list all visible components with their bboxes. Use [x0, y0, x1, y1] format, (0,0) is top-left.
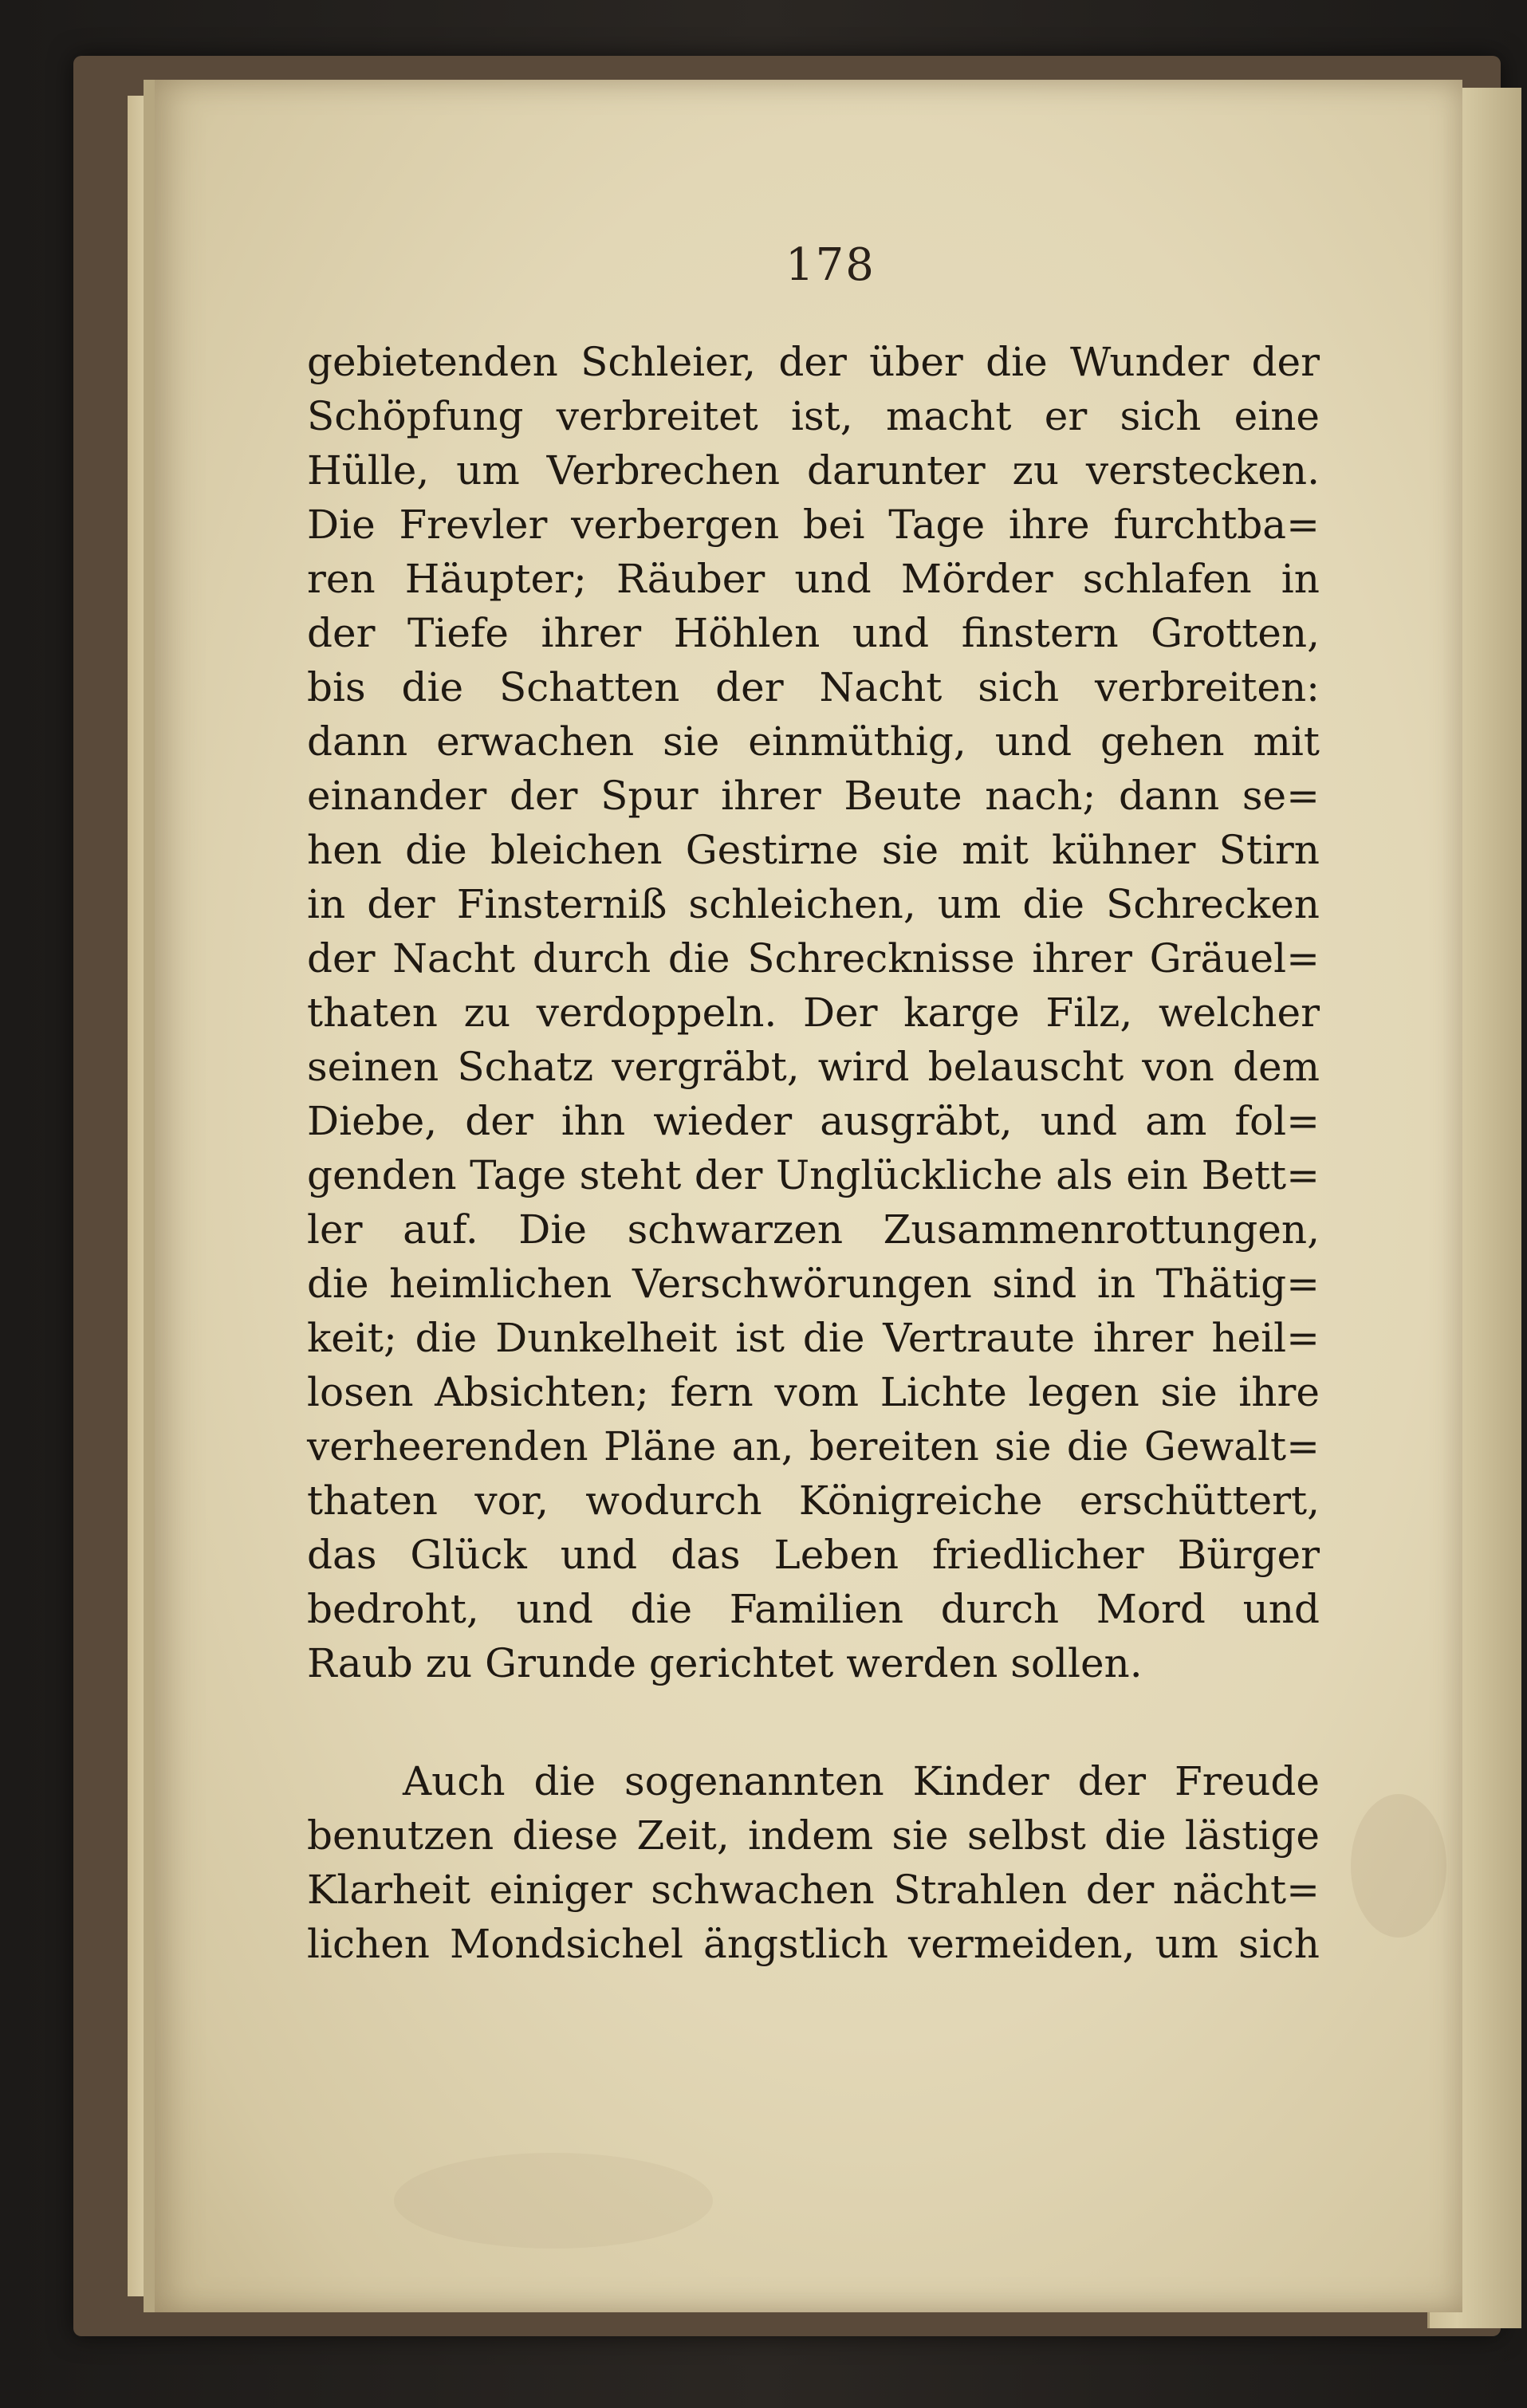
- page-stain: [394, 2153, 713, 2249]
- text-line: verheerenden Pläne an, bereiten sie die Gewalt=: [307, 1423, 1320, 1470]
- text-line: bis die Schatten der Nacht sich verbreiten:: [307, 664, 1320, 710]
- text-line: lichen Mondsichel ängstlich vermeiden, um sich: [307, 1921, 1320, 1967]
- text-line: bedroht, und die Familien durch Mord und: [307, 1586, 1320, 1632]
- text-line: benutzen diese Zeit, indem sie selbst die lästige: [307, 1812, 1320, 1859]
- text-line: gebietenden Schleier, der über die Wunder der: [307, 339, 1320, 385]
- text-line: ren Häupter; Räuber und Mörder schlafen in: [307, 556, 1320, 602]
- text-line: dann erwachen sie einmüthig, und gehen mit: [307, 718, 1320, 765]
- text-line: keit; die Dunkelheit ist die Vertraute ihrer heil=: [307, 1315, 1320, 1361]
- paragraph: [307, 335, 1320, 1690]
- text-line: thaten vor, wodurch Königreiche erschüttert,: [307, 1477, 1320, 1524]
- text-line: seinen Schatz vergräbt, wird belauscht von dem: [307, 1044, 1320, 1090]
- text-line: Diebe, der ihn wieder ausgräbt, und am fol=: [307, 1098, 1320, 1144]
- text-line: Klarheit einiger schwachen Strahlen der nächt=: [307, 1867, 1320, 1913]
- body-text: [307, 335, 1320, 1971]
- text-line: Raub zu Grunde gerichtet werden sollen.: [307, 1640, 1143, 1686]
- text-line: thaten zu verdoppeln. Der karge Filz, welcher: [307, 990, 1320, 1036]
- text-line: der Tiefe ihrer Höhlen und finstern Grotten,: [307, 610, 1320, 656]
- text-line: Hülle, um Verbrechen darunter zu verstecken.: [307, 447, 1320, 494]
- text-line: die heimlichen Verschwörungen sind in Thätig=: [307, 1261, 1320, 1307]
- paragraph-gap: [307, 1690, 1320, 1754]
- text-line: genden Tage steht der Unglückliche als ein Bett=: [307, 1152, 1320, 1198]
- text-line: Die Frevler verbergen bei Tage ihre furchtba=: [307, 502, 1320, 548]
- text-line: hen die bleichen Gestirne sie mit kühner Stirn: [307, 827, 1320, 873]
- text-line: das Glück und das Leben friedlicher Bürger: [307, 1532, 1320, 1578]
- paragraph: [307, 1754, 1320, 1971]
- text-line: einander der Spur ihrer Beute nach; dann se=: [307, 773, 1320, 819]
- text-line: der Nacht durch die Schrecknisse ihrer Gräuel=: [307, 935, 1320, 982]
- text-line: Schöpfung verbreitet ist, macht er sich eine: [307, 393, 1320, 439]
- page-stain: [1351, 1794, 1446, 1938]
- text-line: in der Finsterniß schleichen, um die Schrecken: [307, 881, 1320, 927]
- text-line: Auch die sogenannten Kinder der Freude: [403, 1758, 1320, 1804]
- text-line: losen Absichten; fern vom Lichte legen sie ihre: [307, 1369, 1320, 1415]
- page-number: 178: [785, 239, 876, 291]
- text-line: ler auf. Die schwarzen Zusammenrottungen,: [307, 1206, 1320, 1253]
